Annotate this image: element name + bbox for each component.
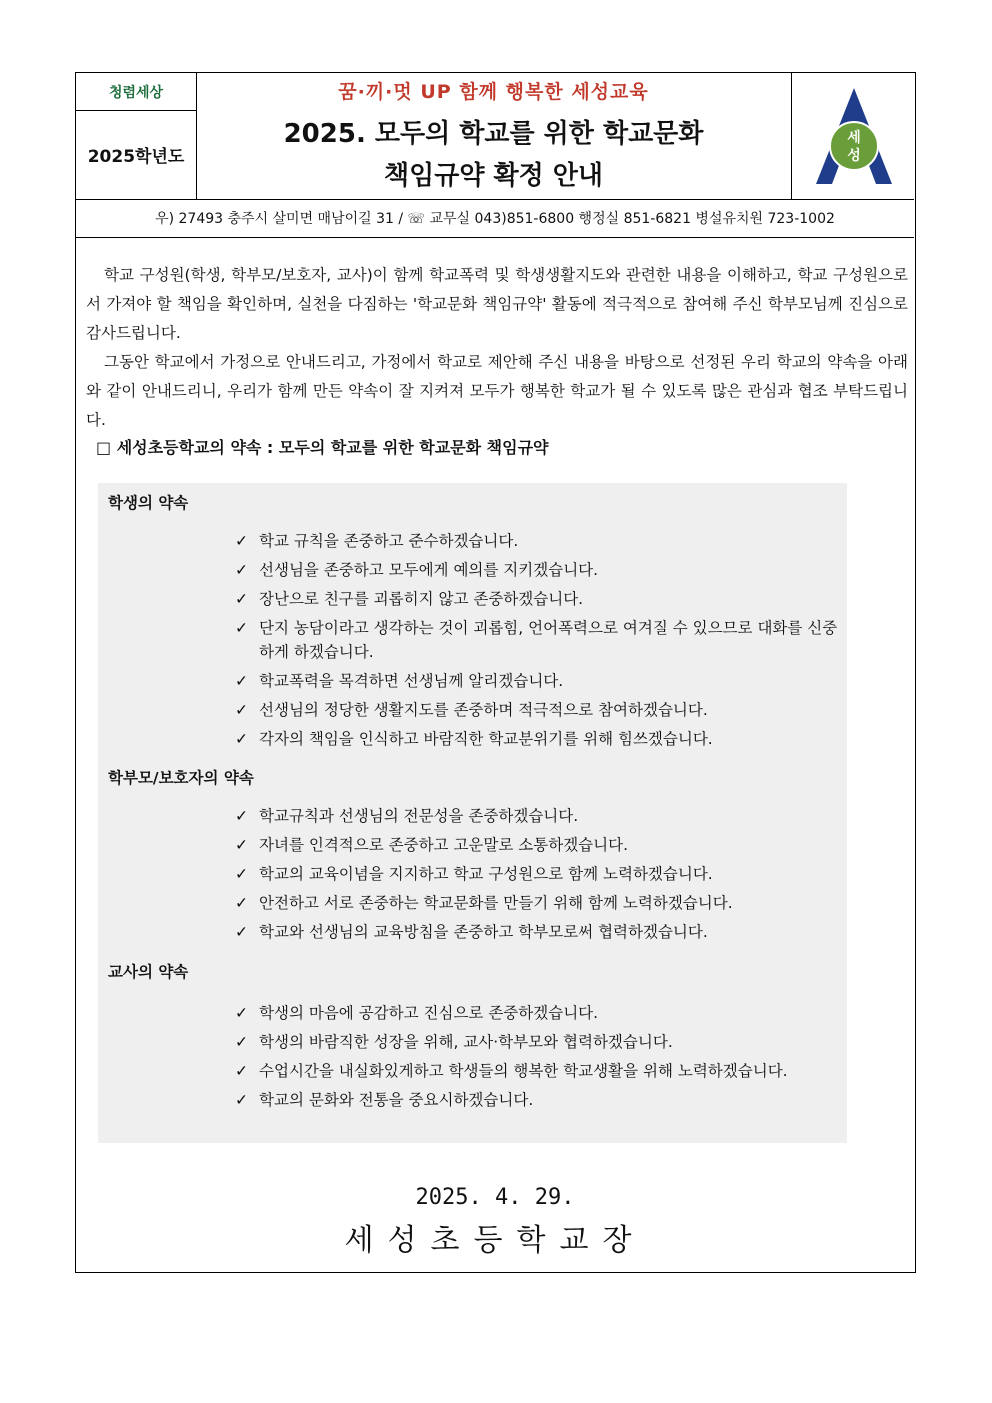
promise-item [233, 920, 843, 944]
promise-item [233, 833, 843, 857]
check-icon: ✓ [235, 590, 248, 608]
svg-text:성: 성 [846, 148, 861, 164]
promise-text: 학교의 교육이념을 지지하고 학교 구성원으로 함께 노력하겠습니다. [259, 865, 713, 883]
promise-item [233, 616, 843, 664]
promise-text: 선생님을 존중하고 모두에게 예의를 지키겠습니다. [259, 561, 599, 579]
logo-text: 청렴세상 [108, 84, 164, 101]
promise-item [233, 1030, 843, 1054]
check-icon: ✓ [235, 730, 248, 748]
promise-item [233, 727, 843, 751]
promise-text: 장난으로 친구를 괴롭히지 않고 존중하겠습니다. [259, 590, 584, 608]
promise-text: 학생의 바람직한 성장을 위해, 교사·학부모와 협력하겠습니다. [259, 1033, 673, 1051]
promise-text: 학교규칙과 선생님의 전문성을 존중하겠습니다. [259, 807, 579, 825]
promise-text: 학교폭력을 목격하면 선생님께 알리겠습니다. [259, 672, 564, 690]
promise-text: 단지 농담이라고 생각하는 것이 괴롭힘, 언어폭력으로 여겨질 수 있으므로 대화를 신중하게 하겠습니다. [259, 619, 838, 661]
promise-text: 학교와 선생님의 교육방침을 존중하고 학부모로써 협력하겠습니다. [259, 923, 708, 941]
promise-item [233, 891, 843, 915]
promise-text: 자녀를 인격적으로 존중하고 고운말로 소통하겠습니다. [259, 836, 629, 854]
check-icon: ✓ [235, 1091, 248, 1109]
intro-paragraph-2: 그동안 학교에서 가정으로 안내드리고, 가정에서 학교로 제안해 주신 내용을 바탕으로 선정된 우리 학교의 약속을 아래와 같이 안내드리니, 우리가 함께 만든 약속이 잘 지켜져 모두가 행복한 학교가 될 수 있도록 많은 관심과 협조 부탁드립니다. [86, 353, 908, 429]
check-icon: ✓ [235, 672, 248, 690]
check-icon: ✓ [235, 532, 248, 550]
emblem-icon [814, 86, 894, 186]
parents-heading: 학부모/보호자의 약속 [108, 769, 254, 787]
check-icon: ✓ [235, 1062, 248, 1080]
check-icon: ✓ [235, 619, 248, 637]
promise-item [233, 1088, 843, 1112]
intro-text [86, 261, 908, 435]
page-title [196, 113, 791, 197]
promise-text: 선생님의 정당한 생활지도를 존중하며 적극적으로 참여하겠습니다. [259, 701, 708, 719]
promise-item [233, 862, 843, 886]
document-page [75, 72, 916, 1273]
principal-signature: 세성초등학교장 [344, 1223, 646, 1258]
slogan: 꿈·끼·멋 UP 함께 행복한 세성교육 [338, 81, 649, 103]
promise-item [233, 529, 843, 553]
integrity-logo [76, 73, 197, 111]
check-icon: ✓ [235, 836, 248, 854]
promise-item [233, 1001, 843, 1025]
issue-date: 2025. 4. 29. [415, 1185, 575, 1210]
check-icon: ✓ [235, 701, 248, 719]
school-emblem [791, 73, 915, 199]
promise-text: 학생의 마음에 공감하고 진심으로 존중하겠습니다. [259, 1004, 599, 1022]
title-line-2: 책임규약 확정 안내 [383, 161, 604, 191]
check-icon: ✓ [235, 923, 248, 941]
students-heading: 학생의 약속 [108, 494, 189, 512]
check-icon: ✓ [235, 807, 248, 825]
students-list [233, 529, 843, 756]
promise-item [233, 558, 843, 582]
check-icon: ✓ [235, 894, 248, 912]
promise-box [98, 483, 847, 1143]
promise-text: 수업시간을 내실화있게하고 학생들의 행복한 학교생활을 위해 노력하겠습니다. [259, 1062, 788, 1080]
promise-item [233, 587, 843, 611]
address-bar: 우) 27493 충주시 살미면 매남이길 31 / ☏ 교무실 043)851-6800 행정실 851-6821 병설유치원 723-1002 [76, 199, 914, 238]
title-line-1: 2025. 모두의 학교를 위한 학교문화 [283, 119, 704, 149]
promise-text: 안전하고 서로 존중하는 학교문화를 만들기 위해 함께 노력하겠습니다. [259, 894, 733, 912]
teachers-heading: 교사의 약속 [108, 963, 189, 981]
check-icon: ✓ [235, 1033, 248, 1051]
check-icon: ✓ [235, 1004, 248, 1022]
section-title: □ 세성초등학교의 약속 : 모두의 학교를 위한 학교문화 책임규약 [96, 438, 549, 457]
promise-item [233, 698, 843, 722]
teachers-list [233, 1001, 843, 1117]
promise-text: 학교의 문화와 전통을 중요시하겠습니다. [259, 1091, 534, 1109]
header-table [76, 73, 914, 200]
promise-text: 각자의 책임을 인식하고 바람직한 학교분위기를 위해 힘쓰겠습니다. [259, 730, 713, 748]
promise-item [233, 669, 843, 693]
check-icon: ✓ [235, 561, 248, 579]
svg-text:세: 세 [846, 130, 861, 146]
intro-paragraph-1: 학교 구성원(학생, 학부모/보호자, 교사)이 함께 학교폭력 및 학생생활지도와 관련한 내용을 이해하고, 학교 구성원으로서 가져야 할 책임을 확인하며, 실천을 다짐하는 '학교문화 책임규약' 활동에 적극적으로 참여해 주신 학부모님께 진심으로 감사드립니다. [86, 266, 908, 342]
promise-text: 학교 규칙을 존중하고 준수하겠습니다. [259, 532, 519, 550]
promise-item [233, 1059, 843, 1083]
check-icon: ✓ [235, 865, 248, 883]
school-year: 2025학년도 [76, 110, 197, 199]
promise-item [233, 804, 843, 828]
parents-list [233, 804, 843, 949]
